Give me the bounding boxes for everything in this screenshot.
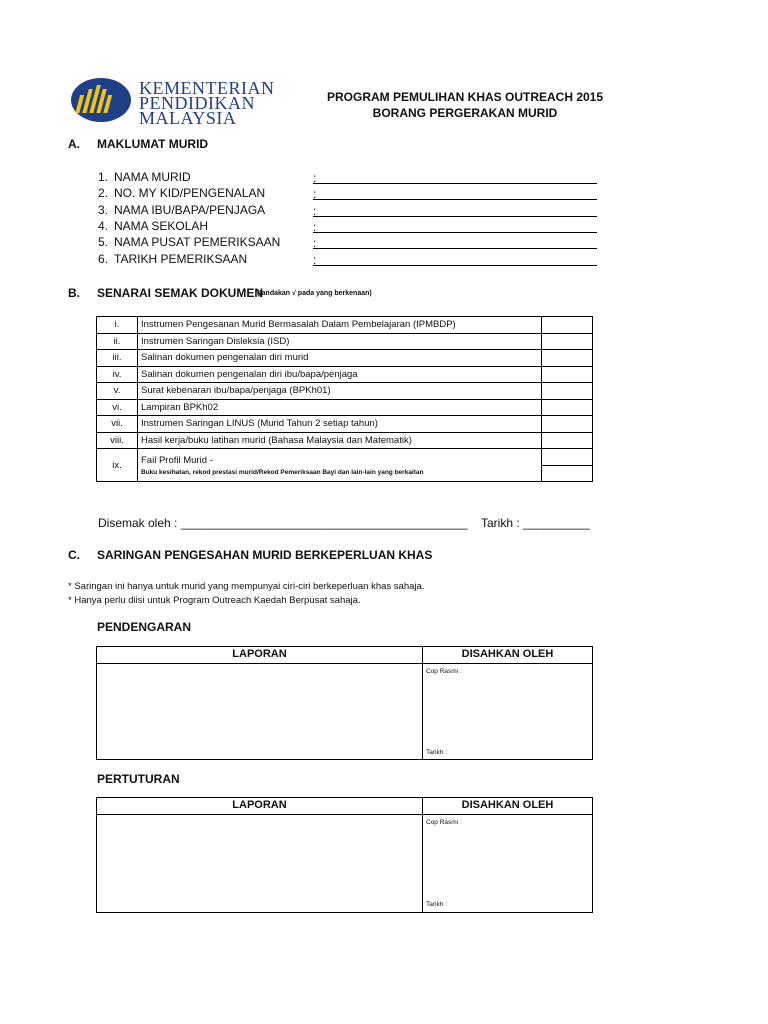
checklist-row [97,350,593,367]
row-number: iii. [97,350,138,367]
section-c-letter: C. [68,548,80,562]
pertuturan-box [96,797,593,913]
field-pusat-pemeriksaan [98,235,280,251]
field-number: 6. [98,252,109,266]
tarikh-label: Tarikh : [426,901,447,908]
field-nama-ibubapa [98,203,265,219]
field-nama-sekolah [98,219,208,235]
row-text: Hasil kerja/buku latihan murid (Bahasa Malaysia dan Matematik) [138,432,542,449]
row-number: vi. [97,399,138,416]
column-divider [422,647,423,759]
row-text: Instrumen Saringan LINUS (Murid Tahun 2 setiap tahun) [138,416,542,433]
nama-sekolah-input[interactable] [313,220,597,233]
row-number: iv. [97,366,138,383]
checklist-row [97,317,593,334]
checklist-row [97,333,593,350]
checkbox-cell[interactable] [542,333,593,350]
field-colon: : [313,204,317,218]
ministry-name-line1: KEMENTERIAN [139,78,275,98]
note-1: * Saringan ini hanya untuk murid yang mempunyai ciri-ciri berkeperluan khas sahaja. [68,581,425,592]
pertuturan-heading: PERTUTURAN [97,772,180,786]
form-title: PROGRAM PEMULIHAN KHAS OUTREACH 2015 [326,90,604,104]
checkbox-cell[interactable] [542,350,593,367]
field-colon: : [313,187,317,201]
disemak-underline: ___________________________________________ [180,516,468,530]
checkbox-cell[interactable] [542,383,593,400]
note-2: * Hanya perlu diisi untuk Program Outreach Kaedah Berpusat sahaja. [68,595,361,606]
checklist-row [97,366,593,383]
field-label: TARIKH PEMERIKSAAN [114,252,248,266]
pusat-pemeriksaan-input[interactable] [313,236,597,249]
row-text: Fail Profil Murid - [141,454,213,466]
row-number: vii. [97,416,138,433]
tarikh-label: Tarikh : [426,749,447,756]
tarikh-line[interactable] [481,516,590,530]
row-text: Salinan dokumen pengenalan diri murid [138,350,542,367]
disemak-label: Disemak oleh : [98,516,181,530]
checklist-row [97,383,593,400]
ministry-logo [70,77,132,123]
row-text-multi [138,449,542,482]
field-colon: : [313,171,317,185]
row-text: Surat kebenaran ibu/bapa/penjaga (BPKh01) [138,383,542,400]
section-b-title: SENARAI SEMAK DOKUMEN [97,286,264,300]
row-text: Lampiran BPKh02 [138,399,542,416]
section-b-letter: B. [68,286,80,300]
row-subtext: Buku kesihatan, rekod prestasi murid/Rekod Pemeriksaan Bayi dan lain-lain yang berkaitan [141,468,424,476]
section-b-hint: (tandakan √ pada yang berkenaan) [257,290,372,297]
checkbox-cell[interactable] [542,465,593,482]
checkbox-cell[interactable] [542,449,593,466]
field-label: NAMA SEKOLAH [114,219,209,233]
row-text: Instrumen Saringan Disleksia (ISD) [138,333,542,350]
field-label: NAMA IBU/BAPA/PENJAGA [114,203,266,217]
field-tarikh-pemeriksaan [98,252,247,268]
field-number: 4. [98,219,109,233]
tarikh-label: Tarikh : [481,516,524,530]
field-number: 5. [98,235,109,249]
column-divider [422,798,423,912]
document-checklist-table [96,316,593,482]
section-c-title: SARINGAN PENGESAHAN MURID BERKEPERLUAN KHAS [97,548,433,562]
ministry-name-line2: PENDIDIKAN [139,93,255,113]
checkbox-cell[interactable] [542,432,593,449]
checkbox-cell[interactable] [542,399,593,416]
field-label: NAMA PUSAT PEMERIKSAAN [114,235,281,249]
field-number: 2. [98,186,109,200]
no-mykid-input[interactable] [313,187,597,200]
field-no-mykid [98,186,265,202]
cop-rasmi-label: Cop Rasmi : [426,668,462,675]
field-colon: : [313,253,317,267]
checklist-row [97,432,593,449]
field-colon: : [313,220,317,234]
row-number: i. [97,317,138,334]
field-colon: : [313,236,317,250]
field-label: NAMA MURID [114,170,191,184]
row-number: ii. [97,333,138,350]
laporan-header: LAPORAN [232,648,287,660]
row-number: v. [97,383,138,400]
field-nama-murid [98,170,191,186]
section-a-title: MAKLUMAT MURID [97,137,209,151]
nama-ibubapa-input[interactable] [313,204,597,217]
laporan-header: LAPORAN [232,799,287,811]
row-number: viii. [97,432,138,449]
field-label: NO. MY KID/PENGENALAN [114,186,266,200]
tarikh-pemeriksaan-input[interactable] [313,253,597,266]
nama-murid-input[interactable] [313,171,597,184]
disahkan-header: DISAHKAN OLEH [461,648,554,660]
field-number: 1. [98,170,109,184]
checklist-row [97,416,593,433]
pendengaran-box [96,646,593,760]
row-text: Instrumen Pengesanan Murid Bermasalah Dalam Pembelajaran (IPMBDP) [138,317,542,334]
row-number: ix. [97,449,138,482]
checkbox-cell[interactable] [542,317,593,334]
checkbox-cell[interactable] [542,416,593,433]
field-number: 3. [98,203,109,217]
pendengaran-heading: PENDENGARAN [97,620,192,634]
checklist-row [97,399,593,416]
tarikh-underline: __________ [523,516,590,530]
section-a-letter: A. [68,137,80,151]
checklist-row [97,449,593,466]
form-subtitle: BORANG PERGERAKAN MURID [372,106,558,120]
checkbox-cell[interactable] [542,366,593,383]
ministry-name-line3: MALAYSIA [139,108,237,128]
cop-rasmi-label: Cop Rasmi : [426,819,462,826]
disahkan-header: DISAHKAN OLEH [461,799,554,811]
disemak-oleh-line[interactable] [98,516,468,530]
row-text: Salinan dokumen pengenalan diri ibu/bapa/penjaga [138,366,542,383]
